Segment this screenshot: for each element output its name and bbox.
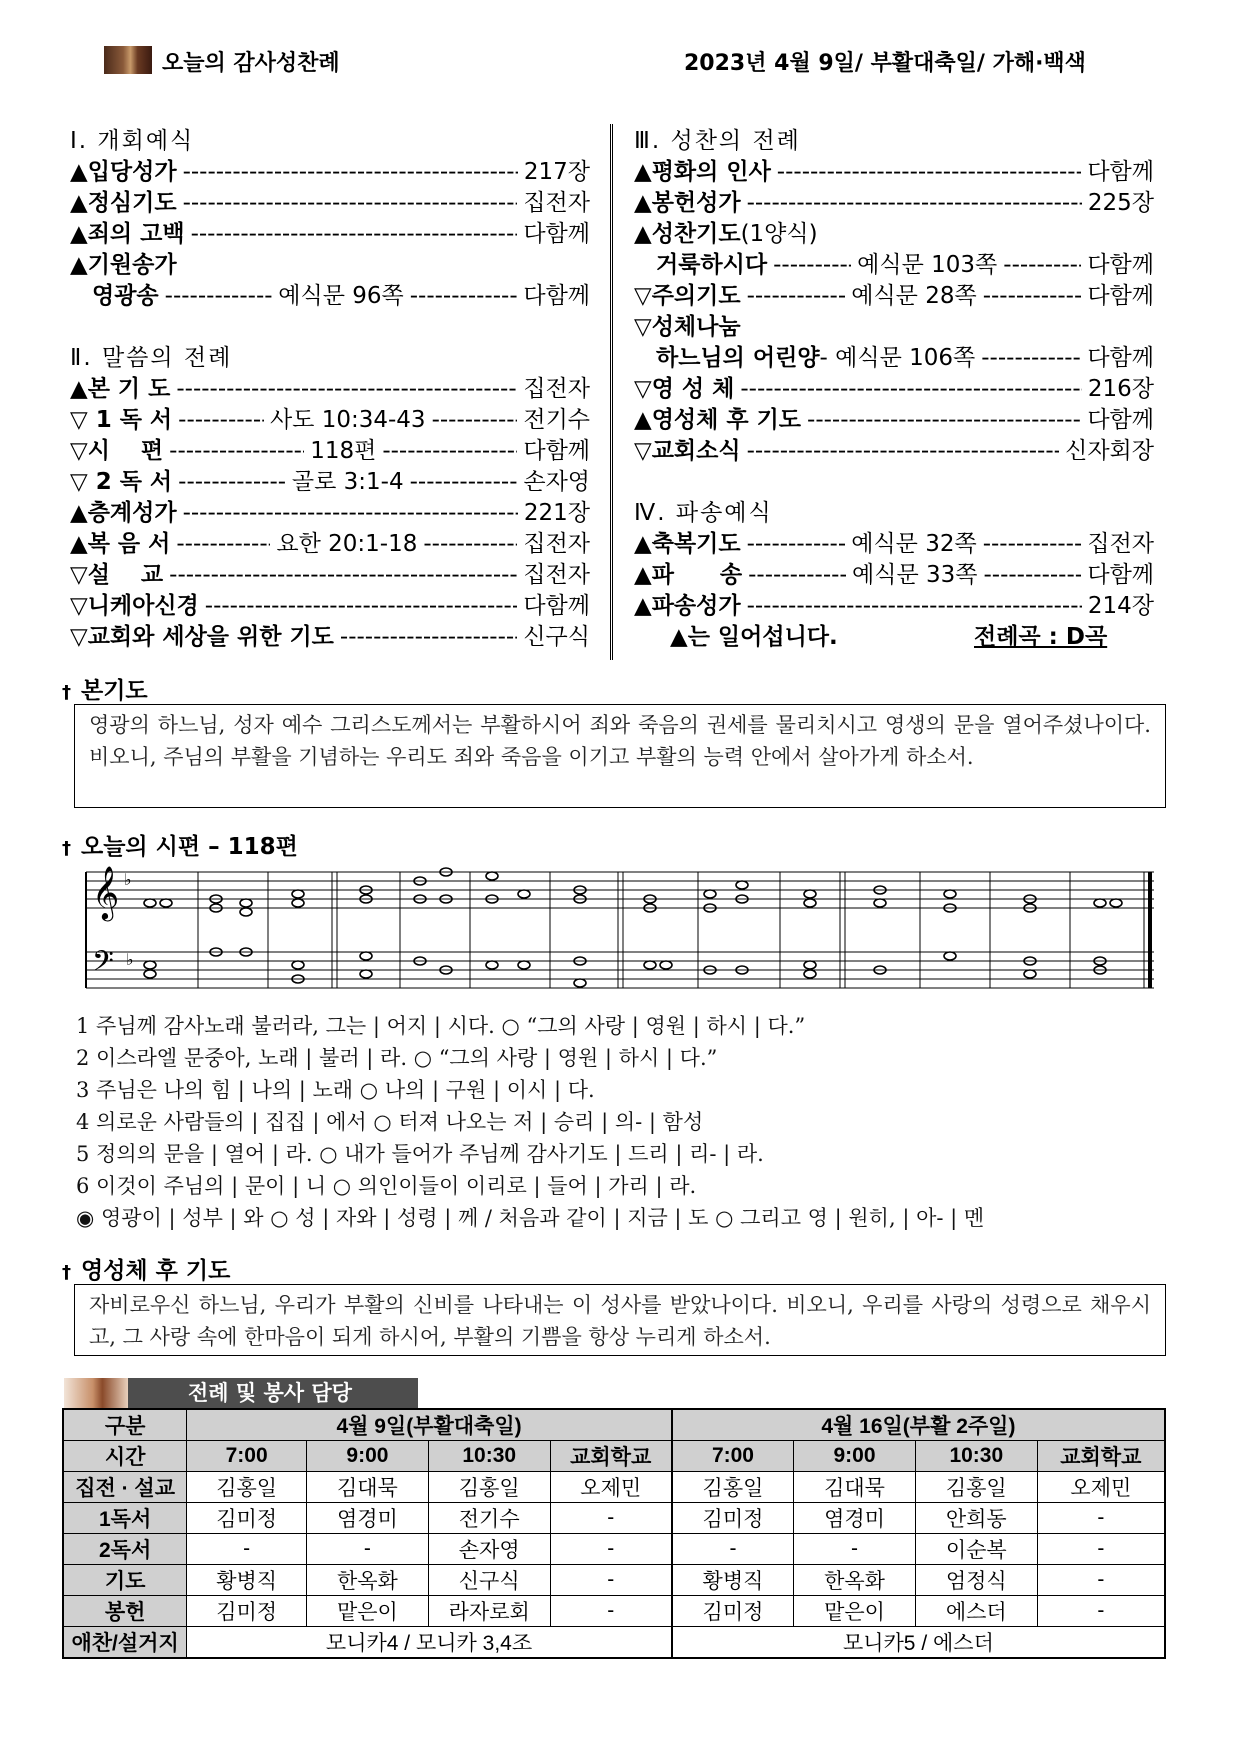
- table-cell: 김홍일: [915, 1472, 1037, 1503]
- order-item: ▲축복기도 ----- 예식문 32쪽 ----- 집전자: [634, 529, 1154, 560]
- row-label: 기도: [63, 1565, 187, 1596]
- section-heading: Ⅰ. 개회예식: [70, 128, 195, 154]
- row-label: 1독서: [63, 1503, 187, 1534]
- table-row: [63, 1441, 1165, 1472]
- table-cell: 모니카4 / 모니카 3,4조: [187, 1627, 672, 1659]
- table-row: [63, 1627, 1165, 1659]
- row-label: 시간: [63, 1441, 187, 1472]
- order-item: ▲봉헌성가 ----- 225장: [634, 188, 1154, 219]
- col-label: 구분: [63, 1409, 187, 1441]
- table-cell: 신구식: [428, 1565, 550, 1596]
- table-cell: -: [550, 1565, 672, 1596]
- table-cell: -: [550, 1503, 672, 1534]
- order-item: ▽교회소식 ----- 신자회장: [634, 436, 1154, 467]
- bulletin-title: 오늘의 감사성찬례: [162, 51, 340, 76]
- psalm-verse: 1 주님께 감사노래 불러라, 그는 | 어지 | 시다. ○ “그의 사랑 | 영원 | 하시 | 다.”: [76, 1014, 806, 1038]
- row-label: 2독서: [63, 1534, 187, 1565]
- table-cell: 김미정: [187, 1596, 307, 1627]
- psalm-verse: 3 주님은 나의 힘 | 나의 | 노래 ○ 나의 | 구원 | 이시 | 다.: [76, 1078, 595, 1102]
- order-item: ▲파 송 ----- 예식문 33쪽 ----- 다함께: [634, 560, 1154, 591]
- table-cell: 이순복: [915, 1534, 1037, 1565]
- table-cell: 오제민: [1037, 1472, 1165, 1503]
- table-cell: 맡은이: [307, 1596, 429, 1627]
- table-cell: 김홍일: [187, 1472, 307, 1503]
- table-cell: 안희동: [915, 1503, 1037, 1534]
- duty-photo: [64, 1378, 128, 1408]
- psalm-verse: 5 정의의 문을 | 열어 | 라. ○ 내가 들어가 주님께 감사기도 | 드리 | 리- | 라.: [76, 1142, 764, 1166]
- order-item: ▲기원송가: [70, 252, 177, 278]
- svg-text:♭: ♭: [126, 950, 134, 969]
- time-cell: 7:00: [187, 1441, 307, 1472]
- duty-table: [62, 1408, 1166, 1659]
- order-item: ▲입당성가 ----- 217장: [70, 157, 590, 188]
- table-cell: 한옥화: [307, 1565, 429, 1596]
- order-item: ▽시 편 ----- 118편 ----- 다함께: [70, 436, 590, 467]
- table-cell: 김홍일: [672, 1472, 794, 1503]
- bass-clef-icon: 𝄢: [92, 945, 114, 985]
- row-label: 애찬/설거지: [63, 1627, 187, 1659]
- week1-header: 4월 9일(부활대축일): [187, 1409, 672, 1441]
- psalm-text: [76, 1010, 984, 1234]
- order-right-column: [634, 126, 1154, 653]
- table-cell: 전기수: [428, 1503, 550, 1534]
- table-row: [63, 1534, 1165, 1565]
- table-row: [63, 1596, 1165, 1627]
- postcommunion-box: 자비로우신 하느님, 우리가 부활의 신비를 나타내는 이 성사를 받았나이다. 비오니, 우리를 사랑의 성령으로 채우시고, 그 사랑 속에 한마음이 되게 하시어, 부활의 기쁨을 항상 누리게 하소서.: [74, 1284, 1166, 1356]
- order-item: ▲성찬기도 (1양식): [634, 221, 818, 247]
- table-cell: 김미정: [187, 1503, 307, 1534]
- table-cell: -: [550, 1534, 672, 1565]
- table-cell: -: [672, 1534, 794, 1565]
- cross-icon: †: [62, 838, 71, 859]
- column-divider: [610, 124, 613, 660]
- table-cell: 엄정식: [915, 1565, 1037, 1596]
- postcommunion-heading: † 영성체 후 기도: [62, 1258, 231, 1284]
- psalm-heading: † 오늘의 시편 – 118편: [62, 834, 298, 860]
- order-item: ▽설 교 ----- 집전자: [70, 560, 590, 591]
- order-item: 영광송 ----- 예식문 96쪽 ----- 다함께: [70, 281, 590, 312]
- table-cell: 라자로회: [428, 1596, 550, 1627]
- time-cell: 교회학교: [1037, 1441, 1165, 1472]
- row-label: 집전 · 설교: [63, 1472, 187, 1503]
- table-cell: 염경미: [307, 1503, 429, 1534]
- order-item: ▲정심기도 ----- 집전자: [70, 188, 590, 219]
- psalm-gloria: ◉ 영광이 | 성부 | 와 ○ 성 | 자와 | 성령 | 께 / 처음과 같이 | 지금 | 도 ○ 그리고 영 | 원히, | 아- | 멘: [76, 1206, 985, 1230]
- order-item: ▲본 기 도 ----- 집전자: [70, 374, 590, 405]
- week2-header: 4월 16일(부활 2주일): [672, 1409, 1165, 1441]
- table-row: [63, 1565, 1165, 1596]
- time-cell: 9:00: [307, 1441, 429, 1472]
- time-cell: 10:30: [428, 1441, 550, 1472]
- table-cell: 오제민: [550, 1472, 672, 1503]
- table-cell: 손자영: [428, 1534, 550, 1565]
- table-row: [63, 1409, 1165, 1441]
- order-item: ▽ 2 독 서 ----- 골로 3:1-4 ----- 손자영: [70, 467, 590, 498]
- row-label: 봉헌: [63, 1596, 187, 1627]
- table-cell: 황병직: [672, 1565, 794, 1596]
- table-cell: 김대묵: [307, 1472, 429, 1503]
- table-cell: -: [1037, 1534, 1165, 1565]
- order-item: ▽니케아신경 ----- 다함께: [70, 591, 590, 622]
- time-cell: 7:00: [672, 1441, 794, 1472]
- collect-box: 영광의 하느님, 성자 예수 그리스도께서는 부활하시어 죄와 죽음의 권세를 물리치시고 영생의 문을 열어주셨나이다. 비오니, 주님의 부활을 기념하는 우리도 죄와 죽음을 이기고 부활의 능력 안에서 살아가게 하소서.: [74, 704, 1166, 808]
- table-row: [63, 1503, 1165, 1534]
- order-item: 하느님의 어린양 - 예식문 106쪽 ----- 다함께: [634, 343, 1154, 374]
- rise-note-text: ▲는 일어섭니다.: [670, 624, 838, 650]
- collect-heading: † 본기도: [62, 678, 148, 704]
- svg-text:♭: ♭: [124, 870, 132, 889]
- order-item: ▲층계성가 ----- 221장: [70, 498, 590, 529]
- table-cell: -: [1037, 1503, 1165, 1534]
- table-cell: 염경미: [794, 1503, 916, 1534]
- rise-note: [634, 622, 1154, 653]
- table-cell: -: [550, 1596, 672, 1627]
- time-cell: 교회학교: [550, 1441, 672, 1472]
- psalm-verse: 4 의로운 사람들의 | 집집 | 에서 ○ 터져 나오는 저 | 승리 | 의- | 함성: [76, 1110, 704, 1134]
- table-cell: -: [307, 1534, 429, 1565]
- order-item: ▽영 성 체 ----- 216장: [634, 374, 1154, 405]
- table-cell: 김미정: [672, 1503, 794, 1534]
- cross-icon: †: [62, 682, 71, 703]
- section-heading: Ⅱ. 말씀의 전례: [70, 345, 233, 371]
- psalm-verse: 2 이스라엘 문중아, 노래 | 불러 | 라. ○ “그의 사랑 | 영원 | 하시 | 다.”: [76, 1046, 718, 1070]
- time-cell: 9:00: [794, 1441, 916, 1472]
- order-item: ▽교회와 세상을 위한 기도 ----- 신구식: [70, 622, 590, 653]
- table-cell: 한옥화: [794, 1565, 916, 1596]
- order-item: ▽주의기도 ----- 예식문 28쪽 ----- 다함께: [634, 281, 1154, 312]
- table-cell: 김홍일: [428, 1472, 550, 1503]
- table-cell: 김대묵: [794, 1472, 916, 1503]
- psalm-verse: 6 이것이 주님의 | 문이 | 니 ○ 의인이들이 이리로 | 들어 | 가리 | 라.: [76, 1174, 697, 1198]
- bulletin-date: 2023년 4월 9일/ 부활대축일/ 가해·백색: [684, 51, 1086, 76]
- table-cell: -: [1037, 1565, 1165, 1596]
- psalm-chant-score: [80, 858, 1160, 1004]
- table-cell: 맡은이: [794, 1596, 916, 1627]
- table-cell: 황병직: [187, 1565, 307, 1596]
- order-item: ▲파송성가 ----- 214장: [634, 591, 1154, 622]
- table-cell: 김미정: [672, 1596, 794, 1627]
- order-item: ▲죄의 고백 ----- 다함께: [70, 219, 590, 250]
- order-item: ▲영성체 후 기도 ----- 다함께: [634, 405, 1154, 436]
- treble-clef-icon: 𝄞: [92, 865, 120, 919]
- order-item: ▲복 음 서 ----- 요한 20:1-18 ----- 집전자: [70, 529, 590, 560]
- order-item: ▽ 1 독 서 ----- 사도 10:34-43 ----- 전기수: [70, 405, 590, 436]
- section-heading: Ⅲ. 성찬의 전례: [634, 128, 801, 154]
- order-left-column: [70, 126, 590, 653]
- order-item: ▽성체나눔: [634, 314, 741, 340]
- table-cell: 모니카5 / 에스더: [672, 1627, 1165, 1659]
- table-cell: -: [187, 1534, 307, 1565]
- cross-icon: †: [62, 1262, 71, 1283]
- time-cell: 10:30: [915, 1441, 1037, 1472]
- header-photo: [104, 46, 152, 74]
- order-item: ▲평화의 인사 ----- 다함께: [634, 157, 1154, 188]
- section-heading: Ⅳ. 파송예식: [634, 500, 773, 526]
- chant-note: 전례곡 : D곡: [974, 624, 1108, 650]
- duty-title: 전례 및 봉사 담당: [128, 1378, 418, 1408]
- table-cell: -: [794, 1534, 916, 1565]
- table-row: [63, 1472, 1165, 1503]
- table-cell: 에스더: [915, 1596, 1037, 1627]
- order-item: 거룩하시다 ----- 예식문 103쪽 ----- 다함께: [634, 250, 1154, 281]
- table-cell: -: [1037, 1596, 1165, 1627]
